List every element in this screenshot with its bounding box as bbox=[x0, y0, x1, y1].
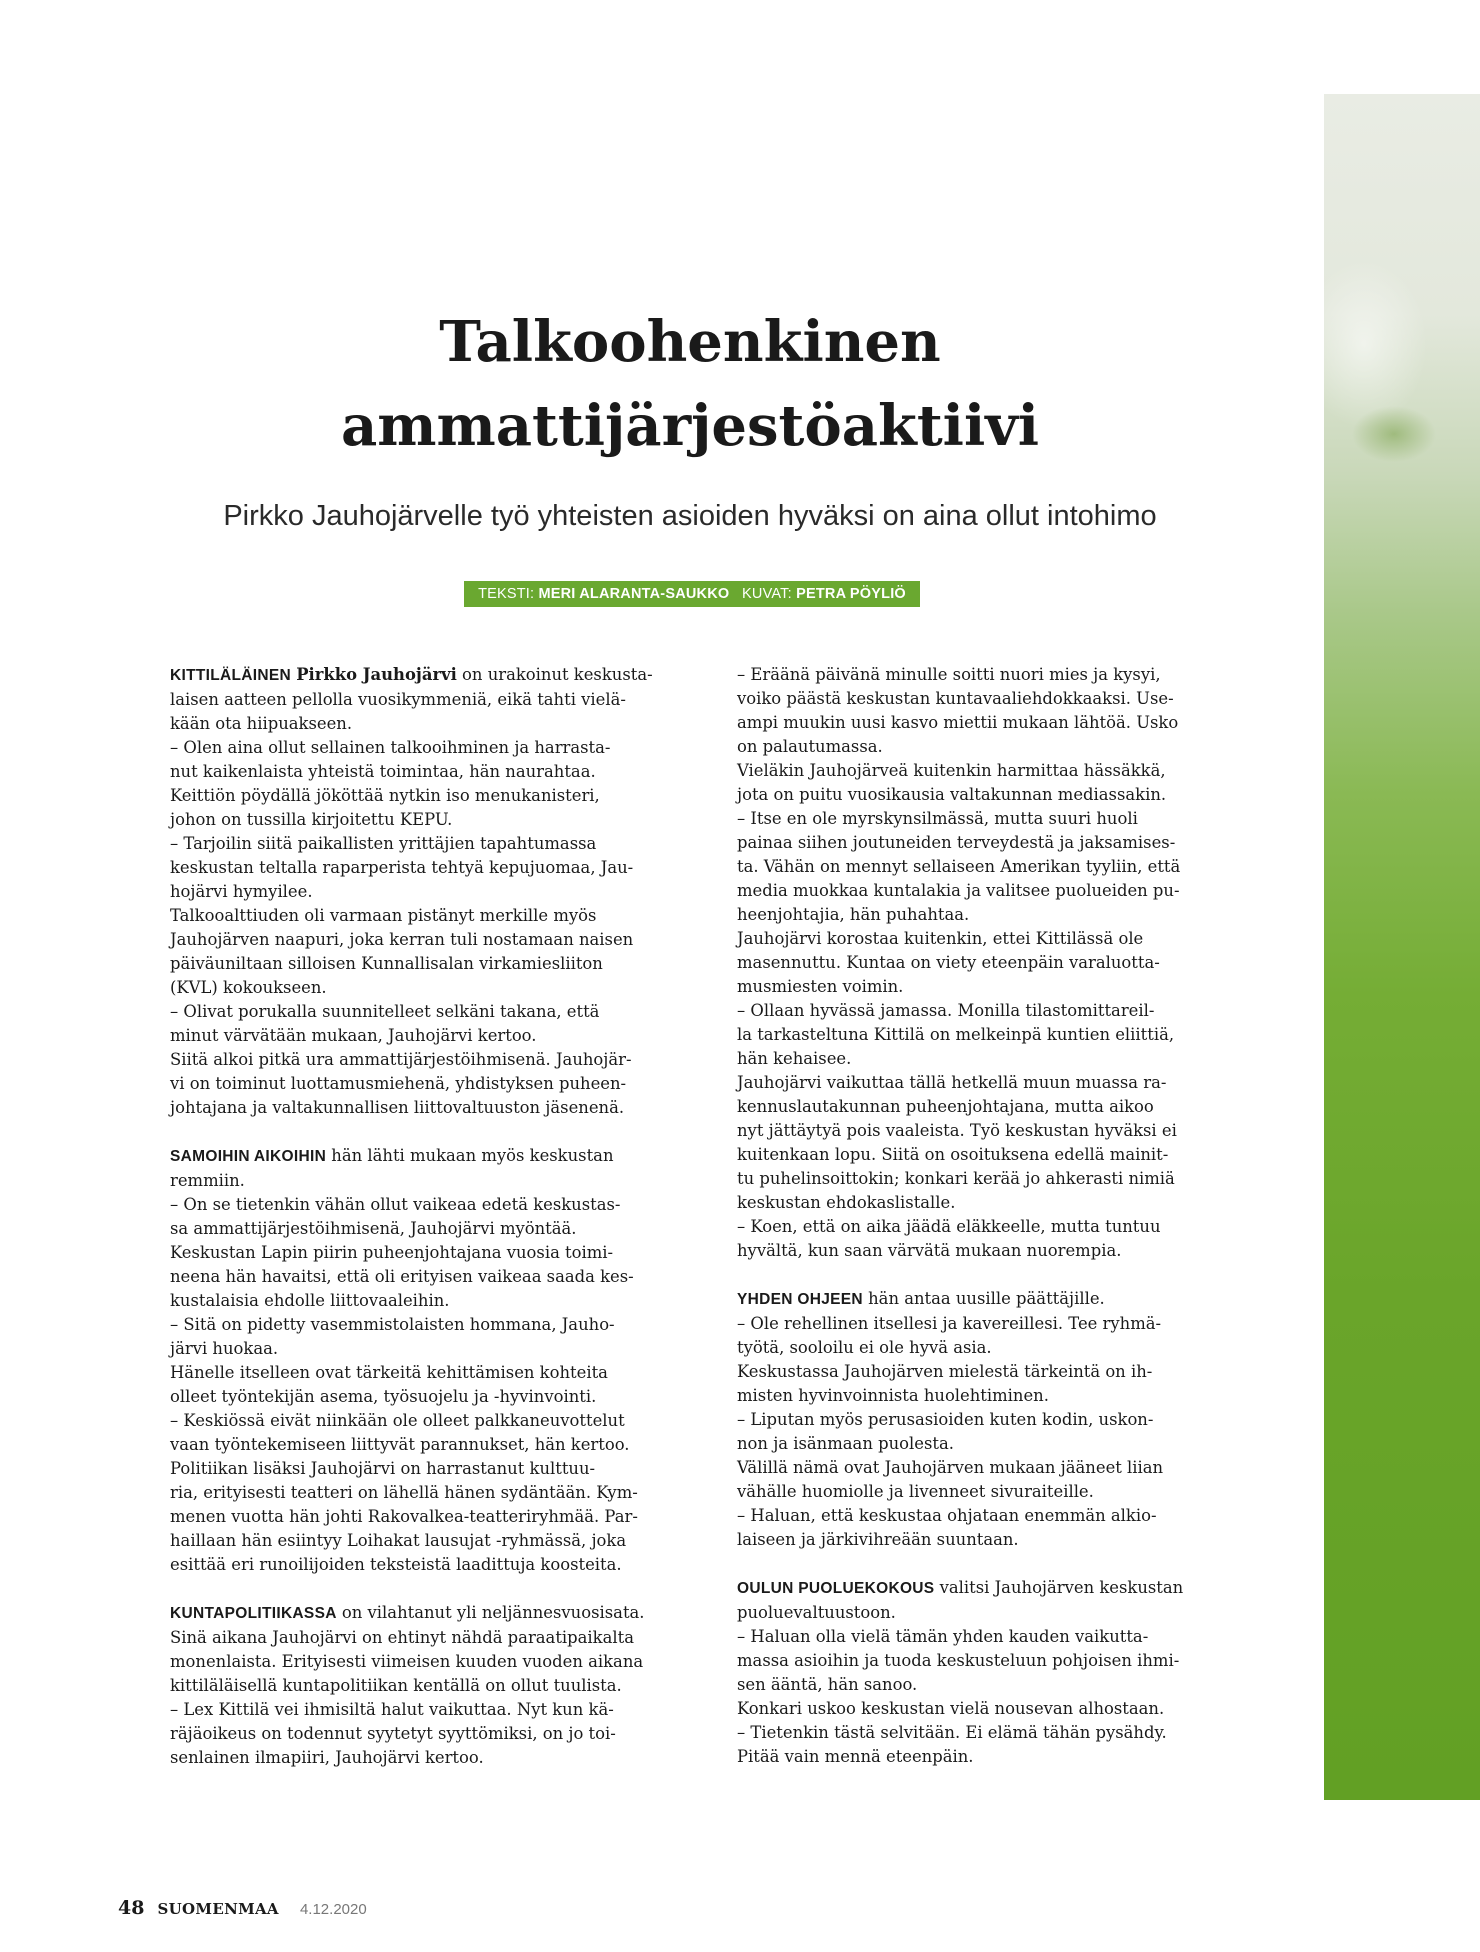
text-author: MERI ALARANTA-SAUKKO bbox=[538, 586, 730, 602]
paragraph-line: Konkari uskoo keskustan vielä nousevan alhostaan. bbox=[737, 1699, 1165, 1718]
paragraph-line: Talkooalttiuden oli varmaan pistänyt merkille myös bbox=[170, 906, 597, 925]
paragraph-line: neena hän havaitsi, että oli erityisen vaikeaa saada kes- bbox=[170, 1267, 634, 1286]
issue-date: 4.12.2020 bbox=[299, 1901, 367, 1918]
paragraph-line: – Tarjoilin siitä paikallisten yrittäjien tapahtumassa bbox=[170, 834, 597, 853]
paragraph-line: Jauhojärvi vaikuttaa tällä hetkellä muun muassa ra- bbox=[737, 1073, 1167, 1092]
paragraph-line: kittiläläisellä kuntapolitiikan kentällä on ollut tuulista. bbox=[170, 1676, 622, 1695]
paragraph-line: non ja isänmaan puolesta. bbox=[737, 1434, 954, 1453]
paragraph-line: kennuslautakunnan puheenjohtajana, mutta aikoo bbox=[737, 1097, 1154, 1116]
paragraph-line: Politiikan lisäksi Jauhojärvi on harrastanut kulttuu- bbox=[170, 1459, 596, 1478]
right-column bbox=[737, 663, 1237, 1769]
paragraph-line: monenlaista. Erityisesti viimeisen kuuden vuoden aikana bbox=[170, 1652, 644, 1671]
paragraph-line: tu puhelinsoittokin; konkari kerää jo ahkerasti nimiä bbox=[737, 1169, 1175, 1188]
paragraph-line: vaan työntekemiseen liittyvät parannukset, hän kertoo. bbox=[170, 1435, 630, 1454]
paragraph-line: remmiin. bbox=[170, 1171, 245, 1190]
paragraph-line: keskustan teltalla raparperista tehtyä kepujuomaa, Jau- bbox=[170, 858, 634, 877]
paragraph-line: vähälle huomiolle ja livenneet sivuraiteille. bbox=[737, 1482, 1094, 1501]
paragraph-line: nut kaikenlaista yhteistä toimintaa, hän naurahtaa. bbox=[170, 762, 596, 781]
paragraph-line: senlainen ilmapiiri, Jauhojärvi kertoo. bbox=[170, 1748, 484, 1767]
paragraph-line: – Olen aina ollut sellainen talkooihminen ja harrasta- bbox=[170, 738, 611, 757]
paragraph-line: sen ääntä, hän sanoo. bbox=[737, 1675, 918, 1694]
paragraph-line: Pitää vain mennä eteenpäin. bbox=[737, 1747, 974, 1766]
paragraph-line: jota on puitu vuosikausia valtakunnan mediassakin. bbox=[737, 785, 1167, 804]
paragraph-line: – Haluan, että keskustaa ohjataan enemmän alkio- bbox=[737, 1506, 1157, 1525]
article-title bbox=[190, 300, 1190, 468]
paragraph-line: laisen aatteen pellolla vuosikymmeniä, eikä tahti vielä- bbox=[170, 690, 626, 709]
paragraph-line: painaa siihen joutuneiden terveydestä ja jaksamises- bbox=[737, 833, 1176, 852]
paragraph-line: kustalaisia ehdolle liittovaaleihin. bbox=[170, 1291, 450, 1310]
paragraph-line: la tarkasteltuna Kittilä on melkeinpä kuntien eliittiä, bbox=[737, 1025, 1175, 1044]
byline-credit bbox=[464, 581, 920, 607]
section-1 bbox=[737, 663, 1237, 1263]
lead-in: KITTILÄLÄINEN bbox=[170, 667, 291, 684]
paragraph-line: räjäoikeus on todennut syytetyt syyttömiksi, on jo toi- bbox=[170, 1724, 616, 1743]
paragraph-line: työtä, sooloilu ei ole hyvä asia. bbox=[737, 1338, 992, 1357]
paragraph-line: esittää eri runoilijoiden teksteistä laadittuja koosteita. bbox=[170, 1555, 622, 1574]
paragraph-line: on palautumassa. bbox=[737, 737, 883, 756]
paragraph-line: hojärvi hymyilee. bbox=[170, 882, 313, 901]
paragraph-line: – Haluan olla vielä tämän yhden kauden vaikutta- bbox=[737, 1627, 1149, 1646]
paragraph-line: keskustan ehdokaslistalle. bbox=[737, 1193, 956, 1212]
page-number: 48 bbox=[118, 1897, 145, 1919]
section-3 bbox=[737, 1576, 1237, 1769]
person-name: Pirkko Jauhojärvi bbox=[296, 665, 457, 684]
paragraph-line: kään ota hiipuakseen. bbox=[170, 714, 353, 733]
lead-in: KUNTAPOLITIIKASSA bbox=[170, 1605, 337, 1622]
paragraph-line: ampi muukin uusi kasvo miettii mukaan lähtöä. Usko bbox=[737, 713, 1179, 732]
paragraph-line: laiseen ja järkivihreään suuntaan. bbox=[737, 1530, 1019, 1549]
lead-in: SAMOIHIN AIKOIHIN bbox=[170, 1148, 327, 1165]
paragraph-line: minut värvätään mukaan, Jauhojärvi kertoo. bbox=[170, 1026, 537, 1045]
paragraph-line: voiko päästä keskustan kuntavaaliehdokkaaksi. Use- bbox=[737, 689, 1174, 708]
paragraph-line: – Koen, että on aika jäädä eläkkeelle, mutta tuntuu bbox=[737, 1217, 1161, 1236]
paragraph-line: Sinä aikana Jauhojärvi on ehtinyt nähdä paraatipaikalta bbox=[170, 1628, 634, 1647]
paragraph-line: – Eräänä päivänä minulle soitti nuori mies ja kysyi, bbox=[737, 665, 1161, 684]
paragraph-line: haillaan hän esiintyy Loihakat lausujat -ryhmässä, joka bbox=[170, 1531, 627, 1550]
paragraph-line: hän kehaisee. bbox=[737, 1049, 852, 1068]
paragraph-line: hyvältä, kun saan värvätä mukaan nuorempia. bbox=[737, 1241, 1122, 1260]
text-label: TEKSTI: bbox=[478, 586, 535, 602]
paragraph-line: johtajana ja valtakunnallisen liittovaltuuston jäsenenä. bbox=[170, 1098, 625, 1117]
paragraph-line: nyt jättäytyä pois vaaleista. Työ keskustan hyväksi ei bbox=[737, 1121, 1177, 1140]
paragraph-line: SAMOIHIN AIKOIHIN hän lähti mukaan myös keskustan bbox=[170, 1146, 614, 1165]
title-line-1: Talkoohenkinen bbox=[439, 309, 941, 375]
paragraph-line: vi on toiminut luottamusmiehenä, yhdistyksen puheen- bbox=[170, 1074, 627, 1093]
paragraph-line: Jauhojärvi korostaa kuitenkin, ettei Kittilässä ole bbox=[737, 929, 1144, 948]
magazine-name: SUOMENMAA bbox=[157, 1900, 279, 1918]
paragraph-line: – Liputan myös perusasioiden kuten kodin, uskon- bbox=[737, 1410, 1154, 1429]
section-2 bbox=[170, 1144, 670, 1577]
paragraph-line: – On se tietenkin vähän ollut vaikeaa edetä keskustas- bbox=[170, 1195, 621, 1214]
paragraph-line: Keskustan Lapin piirin puheenjohtajana vuosia toimi- bbox=[170, 1243, 614, 1262]
paragraph-line: – Tietenkin tästä selvitään. Ei elämä tähän pysähdy. bbox=[737, 1723, 1167, 1742]
paragraph-line: Keskustassa Jauhojärven mielestä tärkeintä on ih- bbox=[737, 1362, 1153, 1381]
paragraph-line: KUNTAPOLITIIKASSA on vilahtanut yli neljännesvuosisata. bbox=[170, 1603, 645, 1622]
paragraph-line: heenjohtajia, hän puhahtaa. bbox=[737, 905, 970, 924]
paragraph-line: – Sitä on pidetty vasemmistolaisten hommana, Jauho- bbox=[170, 1315, 615, 1334]
left-column bbox=[170, 663, 670, 1770]
paragraph-line: Vieläkin Jauhojärveä kuitenkin harmittaa hässäkkä, bbox=[737, 761, 1166, 780]
paragraph-line: Siitä alkoi pitkä ura ammattijärjestöihmisenä. Jauhojär- bbox=[170, 1050, 632, 1069]
lead-in: YHDEN OHJEEN bbox=[737, 1291, 863, 1308]
paragraph-line: järvi huokaa. bbox=[170, 1339, 279, 1358]
paragraph-line: – Ole rehellinen itsellesi ja kavereillesi. Tee ryhmä- bbox=[737, 1314, 1162, 1333]
paragraph-line: YHDEN OHJEEN hän antaa uusille päättäjille. bbox=[737, 1289, 1105, 1308]
paragraph-line: olleet työntekijän asema, työsuojelu ja -hyvinvointi. bbox=[170, 1387, 597, 1406]
paragraph-line: puoluevaltuustoon. bbox=[737, 1603, 896, 1622]
lead-in: OULUN PUOLUEKOKOUS bbox=[737, 1580, 935, 1597]
paragraph-line: OULUN PUOLUEKOKOUS valitsi Jauhojärven keskustan bbox=[737, 1578, 1184, 1597]
paragraph-line: masennuttu. Kuntaa on viety eteenpäin varaluotta- bbox=[737, 953, 1160, 972]
photo-label: KUVAT: bbox=[742, 586, 792, 602]
paragraph-line: – Ollaan hyvässä jamassa. Monilla tilastomittareil- bbox=[737, 1001, 1155, 1020]
article-subtitle: Pirkko Jauhojärvelle työ yhteisten asioiden hyväksi on aina ollut intohimo bbox=[223, 500, 1157, 532]
section-3 bbox=[170, 1601, 670, 1770]
paragraph-line: Hänelle itselleen ovat tärkeitä kehittämisen kohteita bbox=[170, 1363, 608, 1382]
paragraph-line: ta. Vähän on mennyt sellaiseen Amerikan tyyliin, että bbox=[737, 857, 1181, 876]
paragraph-line: KITTILÄLÄINEN Pirkko Jauhojärvi on urakoinut keskusta- bbox=[170, 665, 653, 684]
paragraph-line: Jauhojärven naapuri, joka kerran tuli nostamaan naisen bbox=[170, 930, 634, 949]
paragraph-line: (KVL) kokoukseen. bbox=[170, 978, 327, 997]
paragraph-line: kuitenkaan lopu. Siitä on osoituksena edellä mainit- bbox=[737, 1145, 1169, 1164]
section-2 bbox=[737, 1287, 1237, 1552]
section-1 bbox=[170, 663, 670, 1120]
title-line-2: ammattijärjestöaktiivi bbox=[340, 393, 1040, 459]
cover-photo-strip bbox=[1324, 94, 1480, 1800]
photo-author: PETRA PÖYLIÖ bbox=[796, 586, 906, 602]
paragraph-line: sa ammattijärjestöihmisenä, Jauhojärvi myöntää. bbox=[170, 1219, 577, 1238]
paragraph-line: johon on tussilla kirjoitettu KEPU. bbox=[170, 810, 453, 829]
page-footer bbox=[118, 1893, 367, 1923]
paragraph-line: menen vuotta hän johti Rakovalkea-teatteriryhmää. Par- bbox=[170, 1507, 638, 1526]
paragraph-line: ria, erityisesti teatteri on lähellä hänen sydäntään. Kym- bbox=[170, 1483, 638, 1502]
paragraph-line: – Olivat porukalla suunnitelleet selkäni takana, että bbox=[170, 1002, 600, 1021]
paragraph-line: massa asioihin ja tuoda keskusteluun pohjoisen ihmi- bbox=[737, 1651, 1180, 1670]
paragraph-line: – Lex Kittilä vei ihmisiltä halut vaikuttaa. Nyt kun kä- bbox=[170, 1700, 614, 1719]
paragraph-line: Välillä nämä ovat Jauhojärven mukaan jääneet liian bbox=[737, 1458, 1164, 1477]
paragraph-line: – Keskiössä eivät niinkään ole olleet palkkaneuvottelut bbox=[170, 1411, 625, 1430]
paragraph-line: media muokkaa kuntalakia ja valitsee puolueiden pu- bbox=[737, 881, 1180, 900]
paragraph-line: – Itse en ole myrskynsilmässä, mutta suuri huoli bbox=[737, 809, 1138, 828]
paragraph-line: musmiesten voimin. bbox=[737, 977, 904, 996]
paragraph-line: Keittiön pöydällä jököttää nytkin iso menukanisteri, bbox=[170, 786, 600, 805]
paragraph-line: misten hyvinvoinnista huolehtiminen. bbox=[737, 1386, 1049, 1405]
paragraph-line: päiväuniltaan silloisen Kunnallisalan virkamiesliiton bbox=[170, 954, 603, 973]
